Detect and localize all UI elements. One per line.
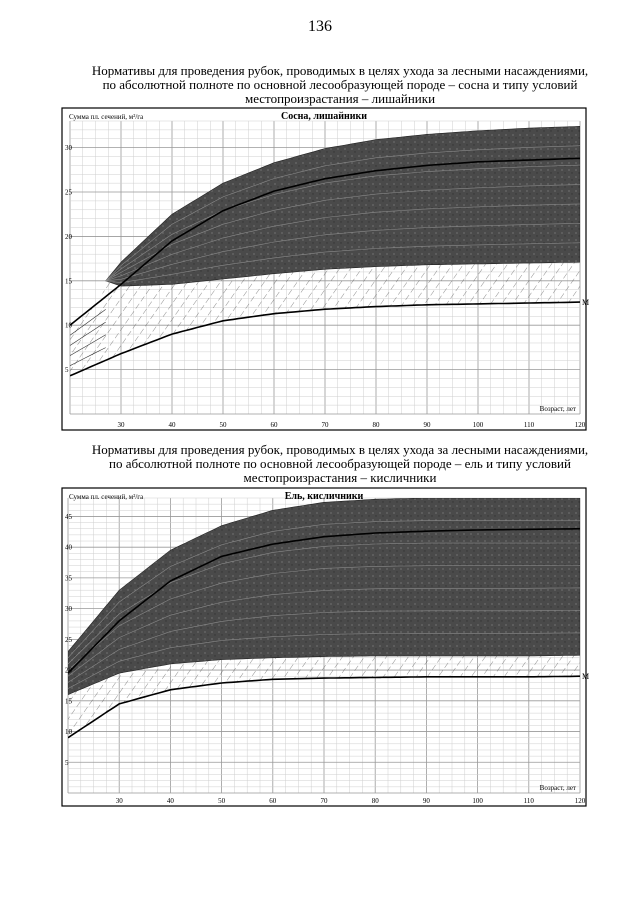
heading-line: местопроизрастания – лишайники: [244, 91, 436, 106]
x-tick-label: 120: [574, 797, 586, 805]
x-tick-label: 90: [422, 797, 430, 805]
y-axis-label: Сумма пл. сечений, м²/га: [69, 113, 144, 121]
y-tick-label: 10: [65, 321, 72, 330]
x-tick-label: 90: [423, 421, 431, 429]
min-line-label: М: [582, 298, 590, 308]
min-line-label: М: [582, 672, 590, 682]
y-tick-label: 15: [65, 277, 72, 286]
x-tick-label: 120: [574, 421, 586, 429]
y-tick-label: 25: [65, 188, 72, 197]
page-number: 136: [308, 18, 332, 35]
x-tick-label: 80: [371, 797, 379, 805]
chart-title: Сосна, лишайники: [280, 111, 368, 122]
x-tick-label: 40: [168, 421, 176, 429]
x-tick-label: 100: [472, 421, 484, 429]
y-tick-label: 25: [65, 635, 72, 644]
y-tick-label: 35: [65, 574, 72, 583]
heading-line: местопроизрастания – кисличники: [243, 470, 437, 485]
x-tick-label: 110: [523, 421, 535, 429]
x-tick-label: 70: [321, 421, 329, 429]
x-tick-label: 60: [270, 421, 278, 429]
x-tick-label: 50: [218, 797, 226, 805]
y-tick-label: 10: [65, 728, 72, 737]
x-tick-label: 100: [472, 797, 483, 805]
x-tick-label: 50: [219, 421, 227, 429]
x-tick-label: 60: [269, 797, 277, 805]
y-axis-label: Сумма пл. сечений, м²/га: [69, 493, 144, 501]
heading-line: по абсолютной полноте по основной лесообразующей породе – ель и типу условий: [109, 456, 571, 471]
x-tick-label: 80: [372, 421, 380, 429]
heading-line: по абсолютной полноте по основной лесообразующей породе – сосна и типу условий: [102, 77, 578, 92]
y-tick-label: 15: [65, 697, 72, 706]
y-tick-label: 20: [65, 666, 72, 675]
chart-2: [62, 488, 589, 806]
y-tick-label: 40: [65, 543, 72, 552]
y-tick-label: 5: [65, 758, 69, 767]
y-tick-label: 20: [65, 232, 72, 241]
x-axis-label: Возраст, лет: [539, 405, 576, 413]
x-axis-label: Возраст, лет: [539, 784, 576, 792]
y-tick-label: 30: [65, 144, 72, 153]
x-tick-label: 110: [523, 797, 534, 805]
heading-line: Нормативы для проведения рубок, проводимых в целях ухода за лесными насаждениями,: [91, 442, 589, 457]
heading-line: Нормативы для проведения рубок, проводимых в целях ухода за лесными насаждениями,: [91, 63, 589, 78]
x-tick-label: 30: [117, 421, 125, 429]
chart-title: Ель, кисличники: [284, 491, 364, 502]
y-tick-label: 5: [65, 366, 69, 375]
x-tick-label: 30: [115, 797, 123, 805]
x-tick-label: 70: [320, 797, 328, 805]
chart-1: [62, 108, 589, 430]
y-tick-label: 45: [65, 512, 72, 521]
x-tick-label: 40: [166, 797, 174, 805]
y-tick-label: 30: [65, 605, 72, 614]
